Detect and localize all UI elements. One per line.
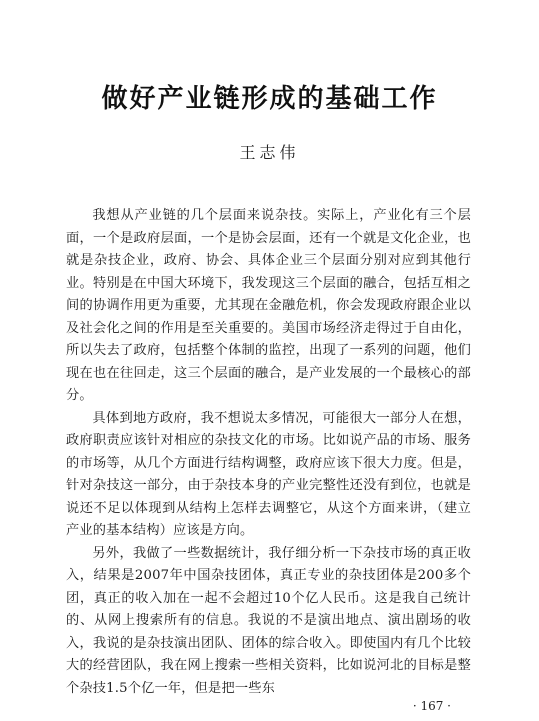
page-number: · 167 · xyxy=(412,699,451,713)
author-name: 王志伟 xyxy=(239,143,300,162)
paragraph: 我想从产业链的几个层面来说杂技。实际上，产业化有三个层面，一个是政府层面，一个是协会层面，还有一个就是文化企业，也就是杂技企业，政府、协会、具体企业三个层面分别对应到其他行业。特别是在中国大环境下，我发现这三个层面的融合，包括互相之间的协调作用更为重要，尤其现在金融危机，你会发现政府跟企业以及社会化之间的作用是至关重要的。美国市场经济走得过于自由化，所以失去了政府，包括整个体制的监控，出现了一系列的问题，他们现在也在往回走，这三个层面的融合，是产业发展的一个最核心的部分。 xyxy=(66,208,471,403)
article-title: 做好产业链形成的基础工作 xyxy=(101,84,438,114)
article-body xyxy=(66,205,471,700)
paragraph: 另外，我做了一些数据统计，我仔细分析一下杂技市场的真正收入，结果是2007年中国杂技团体，真正专业的杂技团体是200多个团，真正的收入加在一起不会超过10个亿人民币。这是我自己统计的、从网上搜索所有的信息。我说的不是演出地点、演出剧场的收入，我说的是杂技演出团队、团体的综合收入。即使国内有几个比较大的经营团队，我在网上搜索一些相关资料，比如说河北的目标是整个杂技1.5个亿一年，但是把一些东 xyxy=(66,545,471,696)
paragraph: 具体到地方政府，我不想说太多情况，可能很大一部分人在想，政府职责应该针对相应的杂技文化的市场。比如说产品的市场、服务的市场等，从几个方面进行结构调整，政府应该下很大力度。但是，针对杂技这一部分，由于杂技本身的产业完整性还没有到位，也就是说还不足以体现到从结构上怎样去调整它，从这个方面来讲，（建立产业的基本结构）应该是方向。 xyxy=(66,410,471,538)
